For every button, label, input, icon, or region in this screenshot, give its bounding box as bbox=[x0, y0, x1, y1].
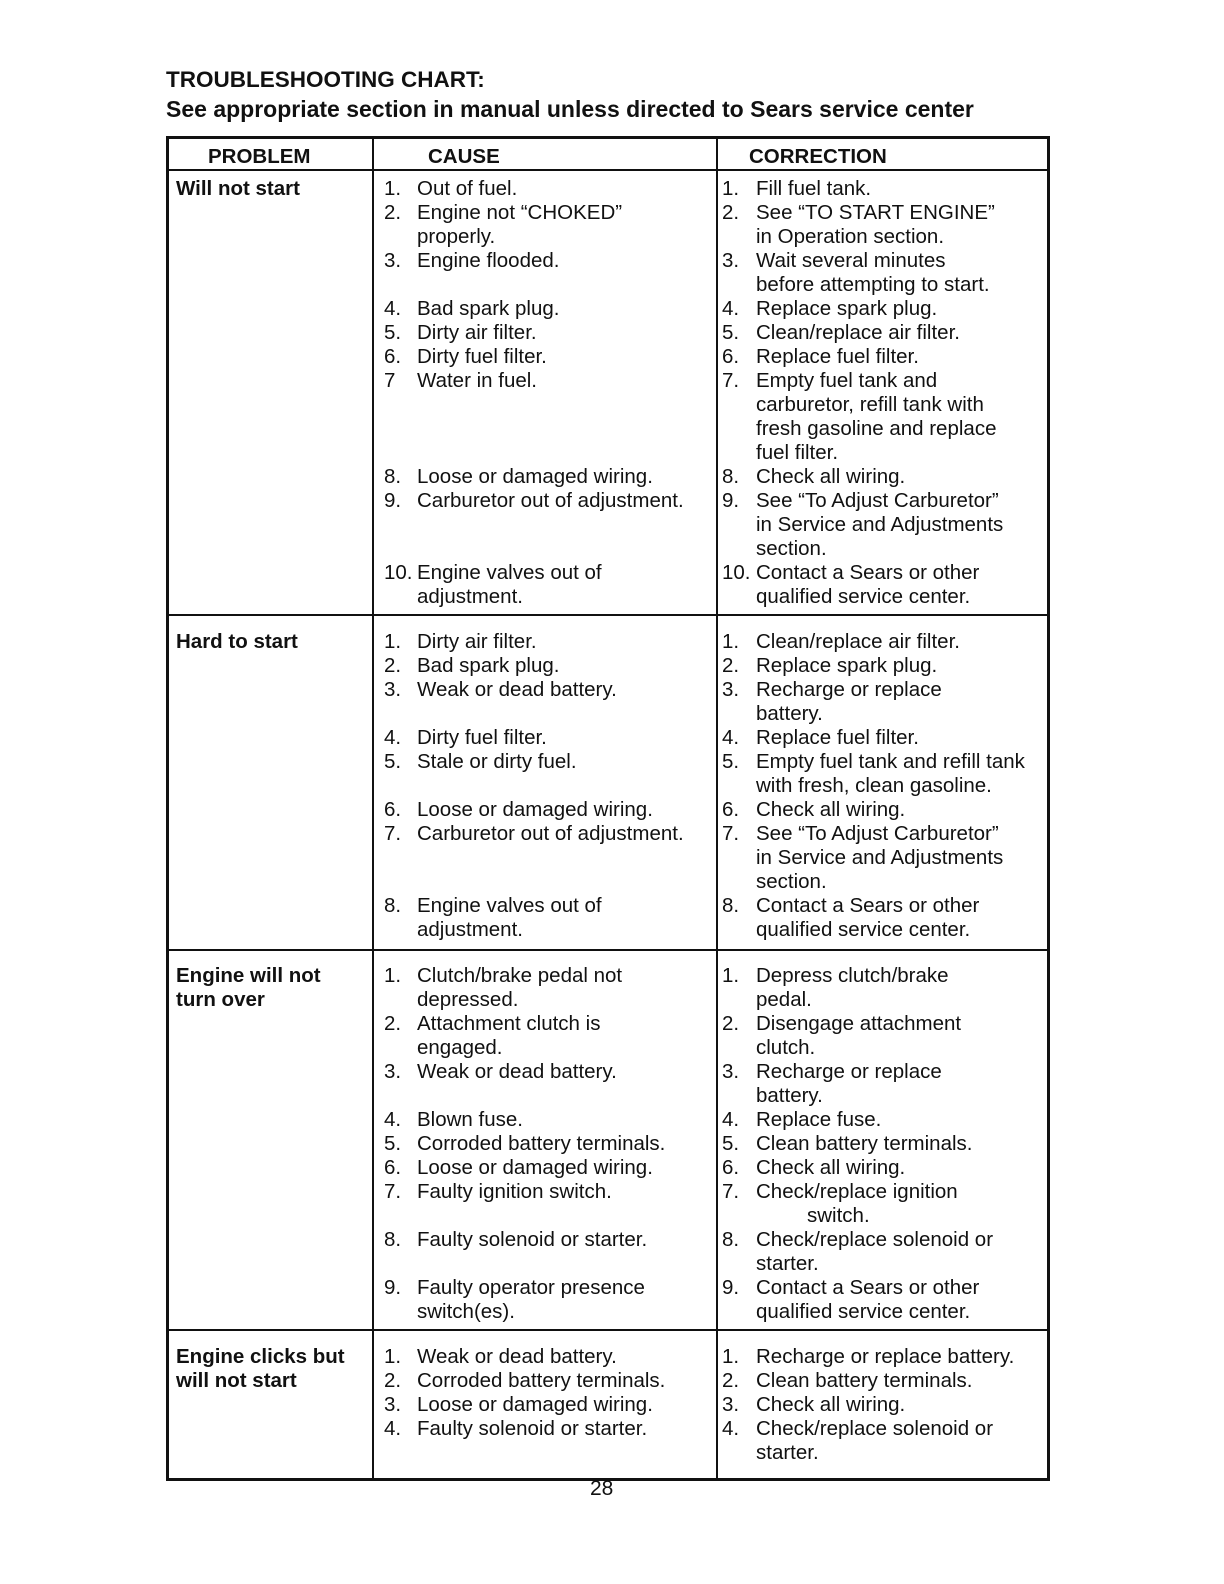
item-text-line: battery. bbox=[756, 702, 823, 725]
item-text-line: Fill fuel tank. bbox=[756, 177, 872, 200]
item-text-line: Disengage attachment bbox=[756, 1012, 962, 1035]
item-text bbox=[756, 654, 937, 678]
item-text-line: switch(es). bbox=[417, 1300, 515, 1323]
item-text bbox=[417, 1012, 600, 1060]
item-text-line: Faulty solenoid or starter. bbox=[417, 1228, 648, 1251]
item-text-line: Wait several minutes bbox=[756, 249, 946, 272]
item-number: 7. bbox=[722, 822, 740, 845]
item-text-line: Check/replace solenoid or bbox=[756, 1228, 994, 1251]
item-text bbox=[756, 1393, 905, 1417]
item-text bbox=[756, 465, 905, 489]
item-number: 2. bbox=[384, 1012, 402, 1035]
item-number: 10. bbox=[384, 561, 413, 584]
item-text bbox=[417, 321, 537, 345]
item-text-line: in Operation section. bbox=[756, 225, 945, 248]
item-number: 8. bbox=[722, 465, 740, 488]
item-text-line: Contact a Sears or other bbox=[756, 561, 980, 584]
item-text bbox=[756, 1417, 993, 1465]
item-number: 3. bbox=[384, 678, 402, 701]
item-number: 1. bbox=[384, 177, 402, 200]
item-number: 6. bbox=[722, 1156, 740, 1179]
item-text-line: Clean battery terminals. bbox=[756, 1369, 973, 1392]
item-number: 7. bbox=[384, 822, 402, 845]
item-text-line: Weak or dead battery. bbox=[417, 1345, 617, 1368]
item-text bbox=[417, 1276, 645, 1324]
item-text-line: Loose or damaged wiring. bbox=[417, 1393, 653, 1416]
problem-label-line: Engine will not bbox=[176, 964, 321, 987]
item-text-line: Clean battery terminals. bbox=[756, 1132, 973, 1155]
item-text bbox=[756, 177, 871, 201]
item-text-line: Replace fuel filter. bbox=[756, 726, 919, 749]
item-text bbox=[756, 1156, 905, 1180]
item-text-line: Stale or dirty fuel. bbox=[417, 750, 577, 773]
item-number: 9. bbox=[384, 489, 402, 512]
item-text-line: Dirty air filter. bbox=[417, 630, 537, 653]
item-text bbox=[756, 249, 990, 297]
item-text bbox=[417, 1108, 523, 1132]
item-text bbox=[756, 1012, 961, 1060]
item-text bbox=[417, 249, 559, 273]
problem-label-line: Will not start bbox=[176, 177, 300, 200]
item-number: 2. bbox=[722, 654, 740, 677]
item-number: 5. bbox=[722, 1132, 740, 1155]
item-text bbox=[417, 489, 684, 513]
item-number: 9. bbox=[722, 1276, 740, 1299]
item-text-line: in Service and Adjustments bbox=[756, 846, 1004, 869]
item-text-line: Engine flooded. bbox=[417, 249, 560, 272]
item-number: 1. bbox=[722, 964, 740, 987]
item-text-line: in Service and Adjustments bbox=[756, 513, 1004, 536]
item-text-line: Recharge or replace battery. bbox=[756, 1345, 1015, 1368]
item-text-line: section. bbox=[756, 537, 827, 560]
item-number: 4. bbox=[384, 1417, 402, 1440]
item-text bbox=[417, 726, 547, 750]
item-number: 1. bbox=[384, 1345, 402, 1368]
item-text-line: Replace spark plug. bbox=[756, 654, 938, 677]
item-text-line: Loose or damaged wiring. bbox=[417, 798, 653, 821]
item-number: 4. bbox=[384, 297, 402, 320]
page-subtitle: See appropriate section in manual unless directed to Sears service center bbox=[166, 96, 974, 122]
item-text bbox=[756, 561, 979, 609]
item-text-line: Replace spark plug. bbox=[756, 297, 938, 320]
item-number: 8. bbox=[384, 894, 402, 917]
item-number: 7. bbox=[384, 1180, 402, 1203]
item-number: 3. bbox=[384, 1060, 402, 1083]
problem-label bbox=[176, 964, 321, 1012]
item-text bbox=[417, 177, 517, 201]
item-text bbox=[756, 1108, 881, 1132]
item-text bbox=[417, 630, 537, 654]
item-text-line: Check all wiring. bbox=[756, 1156, 906, 1179]
item-text bbox=[417, 822, 684, 846]
item-text bbox=[417, 964, 622, 1012]
item-number: 2. bbox=[384, 654, 402, 677]
item-text-line: carburetor, refill tank with bbox=[756, 393, 984, 416]
item-number: 1. bbox=[722, 1345, 740, 1368]
item-text bbox=[417, 297, 559, 321]
item-number: 6. bbox=[384, 798, 402, 821]
item-text bbox=[756, 297, 937, 321]
item-text-line: Engine not “CHOKED” bbox=[417, 201, 623, 224]
item-text-line: fuel filter. bbox=[756, 441, 839, 464]
column-header-cause: CAUSE bbox=[428, 145, 500, 168]
item-text bbox=[756, 201, 995, 249]
item-text-line: Dirty fuel filter. bbox=[417, 726, 547, 749]
item-text-line: Replace fuse. bbox=[756, 1108, 882, 1131]
item-text bbox=[756, 489, 1003, 561]
item-text-line: section. bbox=[756, 870, 827, 893]
problem-label bbox=[176, 630, 298, 654]
item-text-line: adjustment. bbox=[417, 918, 523, 941]
item-text bbox=[417, 678, 617, 702]
item-text bbox=[756, 1276, 979, 1324]
item-text bbox=[417, 654, 559, 678]
problem-label-line: Hard to start bbox=[176, 630, 298, 653]
item-text-line: Clutch/brake pedal not bbox=[417, 964, 623, 987]
item-number: 3. bbox=[722, 249, 740, 272]
item-number: 1. bbox=[384, 964, 402, 987]
item-text-line: pedal. bbox=[756, 988, 812, 1011]
item-text-line: Faulty operator presence bbox=[417, 1276, 645, 1299]
item-number: 4. bbox=[722, 297, 740, 320]
item-number: 3. bbox=[722, 1060, 740, 1083]
item-text-line: Check all wiring. bbox=[756, 1393, 906, 1416]
item-text bbox=[756, 822, 1003, 894]
page-number: 28 bbox=[590, 1477, 614, 1500]
item-text bbox=[756, 678, 942, 726]
item-text bbox=[756, 964, 949, 1012]
item-text-line: with fresh, clean gasoline. bbox=[756, 774, 992, 797]
item-text bbox=[417, 1417, 647, 1441]
item-text bbox=[756, 630, 960, 654]
item-number: 6. bbox=[722, 798, 740, 821]
item-number: 8. bbox=[384, 465, 402, 488]
column-divider bbox=[716, 139, 718, 1478]
item-text-line: Dirty fuel filter. bbox=[417, 345, 547, 368]
row-divider bbox=[169, 949, 1047, 951]
item-number: 5. bbox=[384, 321, 402, 344]
item-number: 7 bbox=[384, 369, 396, 392]
problem-label-line: will not start bbox=[176, 1369, 297, 1392]
item-text bbox=[756, 798, 905, 822]
item-text-line: battery. bbox=[756, 1084, 823, 1107]
item-text bbox=[417, 1369, 665, 1393]
item-text-line: qualified service center. bbox=[756, 1300, 971, 1323]
item-number: 4. bbox=[384, 1108, 402, 1131]
item-text bbox=[417, 201, 622, 249]
item-text bbox=[417, 561, 602, 609]
item-text bbox=[417, 1180, 612, 1204]
item-text bbox=[756, 321, 960, 345]
item-text bbox=[756, 894, 979, 942]
item-text-line: depressed. bbox=[417, 988, 519, 1011]
item-text bbox=[417, 1228, 647, 1252]
item-text-line: switch. bbox=[807, 1204, 870, 1227]
item-text-line: Empty fuel tank and refill tank bbox=[756, 750, 1025, 773]
item-text-line: Blown fuse. bbox=[417, 1108, 523, 1131]
item-number: 2. bbox=[722, 201, 740, 224]
item-number: 6. bbox=[384, 1156, 402, 1179]
header-divider bbox=[169, 169, 1047, 171]
problem-label-line: turn over bbox=[176, 988, 265, 1011]
item-number: 4. bbox=[722, 1108, 740, 1131]
item-text-line: Engine valves out of bbox=[417, 561, 602, 584]
item-text bbox=[417, 894, 602, 942]
item-text bbox=[756, 1132, 972, 1156]
item-text-line: Dirty air filter. bbox=[417, 321, 537, 344]
item-number: 5. bbox=[384, 750, 402, 773]
item-text-line: Empty fuel tank and bbox=[756, 369, 938, 392]
item-text bbox=[417, 750, 577, 774]
item-text-line: clutch. bbox=[756, 1036, 816, 1059]
item-text-line: Check/replace solenoid or bbox=[756, 1417, 994, 1440]
item-text-line: starter. bbox=[756, 1252, 819, 1275]
item-text-line: Check all wiring. bbox=[756, 465, 906, 488]
item-text bbox=[417, 345, 547, 369]
item-number: 5. bbox=[722, 750, 740, 773]
item-number: 2. bbox=[384, 1369, 402, 1392]
item-number: 1. bbox=[384, 630, 402, 653]
item-text bbox=[417, 1132, 665, 1156]
item-text-line: Corroded battery terminals. bbox=[417, 1132, 666, 1155]
item-number: 4. bbox=[722, 726, 740, 749]
item-number: 6. bbox=[384, 345, 402, 368]
item-text bbox=[756, 750, 1025, 798]
item-text bbox=[756, 1369, 972, 1393]
item-text-line: Clean/replace air filter. bbox=[756, 630, 960, 653]
item-text bbox=[756, 1345, 1014, 1369]
item-text-line: Attachment clutch is bbox=[417, 1012, 601, 1035]
item-text-line: adjustment. bbox=[417, 585, 523, 608]
item-number: 7. bbox=[722, 1180, 740, 1203]
item-text-line: Carburetor out of adjustment. bbox=[417, 489, 684, 512]
item-number: 5. bbox=[384, 1132, 402, 1155]
item-text-line: qualified service center. bbox=[756, 585, 971, 608]
item-text-line: Recharge or replace bbox=[756, 1060, 942, 1083]
problem-label bbox=[176, 1345, 345, 1393]
item-number: 6. bbox=[722, 345, 740, 368]
item-number: 10. bbox=[722, 561, 751, 584]
item-number: 8. bbox=[722, 1228, 740, 1251]
item-text bbox=[756, 1180, 958, 1228]
item-text-line: Contact a Sears or other bbox=[756, 1276, 980, 1299]
item-text-line: Check/replace ignition bbox=[756, 1180, 958, 1203]
item-text-line: properly. bbox=[417, 225, 496, 248]
item-text-line: Replace fuel filter. bbox=[756, 345, 919, 368]
item-number: 8. bbox=[384, 1228, 402, 1251]
item-text-line: Water in fuel. bbox=[417, 369, 538, 392]
item-number: 1. bbox=[722, 177, 740, 200]
item-text-line: Loose or damaged wiring. bbox=[417, 465, 653, 488]
item-text-line: before attempting to start. bbox=[756, 273, 990, 296]
item-text-line: Faulty solenoid or starter. bbox=[417, 1417, 648, 1440]
item-number: 7. bbox=[722, 369, 740, 392]
item-text bbox=[756, 1228, 993, 1276]
item-number: 3. bbox=[722, 1393, 740, 1416]
item-number: 2. bbox=[384, 201, 402, 224]
item-number: 8. bbox=[722, 894, 740, 917]
item-number: 3. bbox=[384, 1393, 402, 1416]
item-text-line: Loose or damaged wiring. bbox=[417, 1156, 653, 1179]
item-number: 2. bbox=[722, 1369, 740, 1392]
item-text-line: Check all wiring. bbox=[756, 798, 906, 821]
problem-label bbox=[176, 177, 300, 201]
item-text bbox=[756, 369, 996, 465]
item-text bbox=[417, 1060, 617, 1084]
item-number: 4. bbox=[722, 1417, 740, 1440]
item-text-line: Bad spark plug. bbox=[417, 654, 560, 677]
problem-label-line: Engine clicks but bbox=[176, 1345, 345, 1368]
item-text bbox=[756, 726, 919, 750]
page-title: TROUBLESHOOTING CHART: bbox=[166, 67, 485, 92]
item-text-line: fresh gasoline and replace bbox=[756, 417, 997, 440]
item-number: 3. bbox=[722, 678, 740, 701]
item-text-line: See “To Adjust Carburetor” bbox=[756, 489, 999, 512]
item-text bbox=[417, 465, 653, 489]
item-text-line: See “To Adjust Carburetor” bbox=[756, 822, 999, 845]
item-text bbox=[756, 345, 919, 369]
item-text-line: starter. bbox=[756, 1441, 819, 1464]
column-divider bbox=[372, 139, 374, 1478]
item-text-line: Depress clutch/brake bbox=[756, 964, 949, 987]
troubleshooting-table bbox=[166, 136, 1050, 1481]
item-number: 4. bbox=[384, 726, 402, 749]
item-text-line: Clean/replace air filter. bbox=[756, 321, 960, 344]
item-text-line: Carburetor out of adjustment. bbox=[417, 822, 684, 845]
column-header-correction: CORRECTION bbox=[749, 145, 887, 168]
item-text-line: qualified service center. bbox=[756, 918, 971, 941]
row-divider bbox=[169, 614, 1047, 616]
item-text-line: Corroded battery terminals. bbox=[417, 1369, 666, 1392]
item-number: 2. bbox=[722, 1012, 740, 1035]
item-number: 9. bbox=[722, 489, 740, 512]
item-text-line: engaged. bbox=[417, 1036, 503, 1059]
item-text bbox=[417, 1345, 617, 1369]
item-text-line: Contact a Sears or other bbox=[756, 894, 980, 917]
item-text bbox=[417, 1393, 653, 1417]
item-number: 5. bbox=[722, 321, 740, 344]
item-text-line: See “TO START ENGINE” bbox=[756, 201, 995, 224]
item-number: 1. bbox=[722, 630, 740, 653]
row-divider bbox=[169, 1329, 1047, 1331]
item-text bbox=[417, 798, 653, 822]
item-text-line: Weak or dead battery. bbox=[417, 1060, 617, 1083]
item-text bbox=[756, 1060, 942, 1108]
item-number: 9. bbox=[384, 1276, 402, 1299]
item-text-line: Recharge or replace bbox=[756, 678, 942, 701]
item-number: 3. bbox=[384, 249, 402, 272]
item-text-line: Out of fuel. bbox=[417, 177, 518, 200]
item-text bbox=[417, 369, 537, 393]
item-text-line: Faulty ignition switch. bbox=[417, 1180, 612, 1203]
item-text-line: Bad spark plug. bbox=[417, 297, 560, 320]
item-text bbox=[417, 1156, 653, 1180]
item-text-line: Weak or dead battery. bbox=[417, 678, 617, 701]
item-text-line: Engine valves out of bbox=[417, 894, 602, 917]
column-header-problem: PROBLEM bbox=[208, 145, 311, 168]
